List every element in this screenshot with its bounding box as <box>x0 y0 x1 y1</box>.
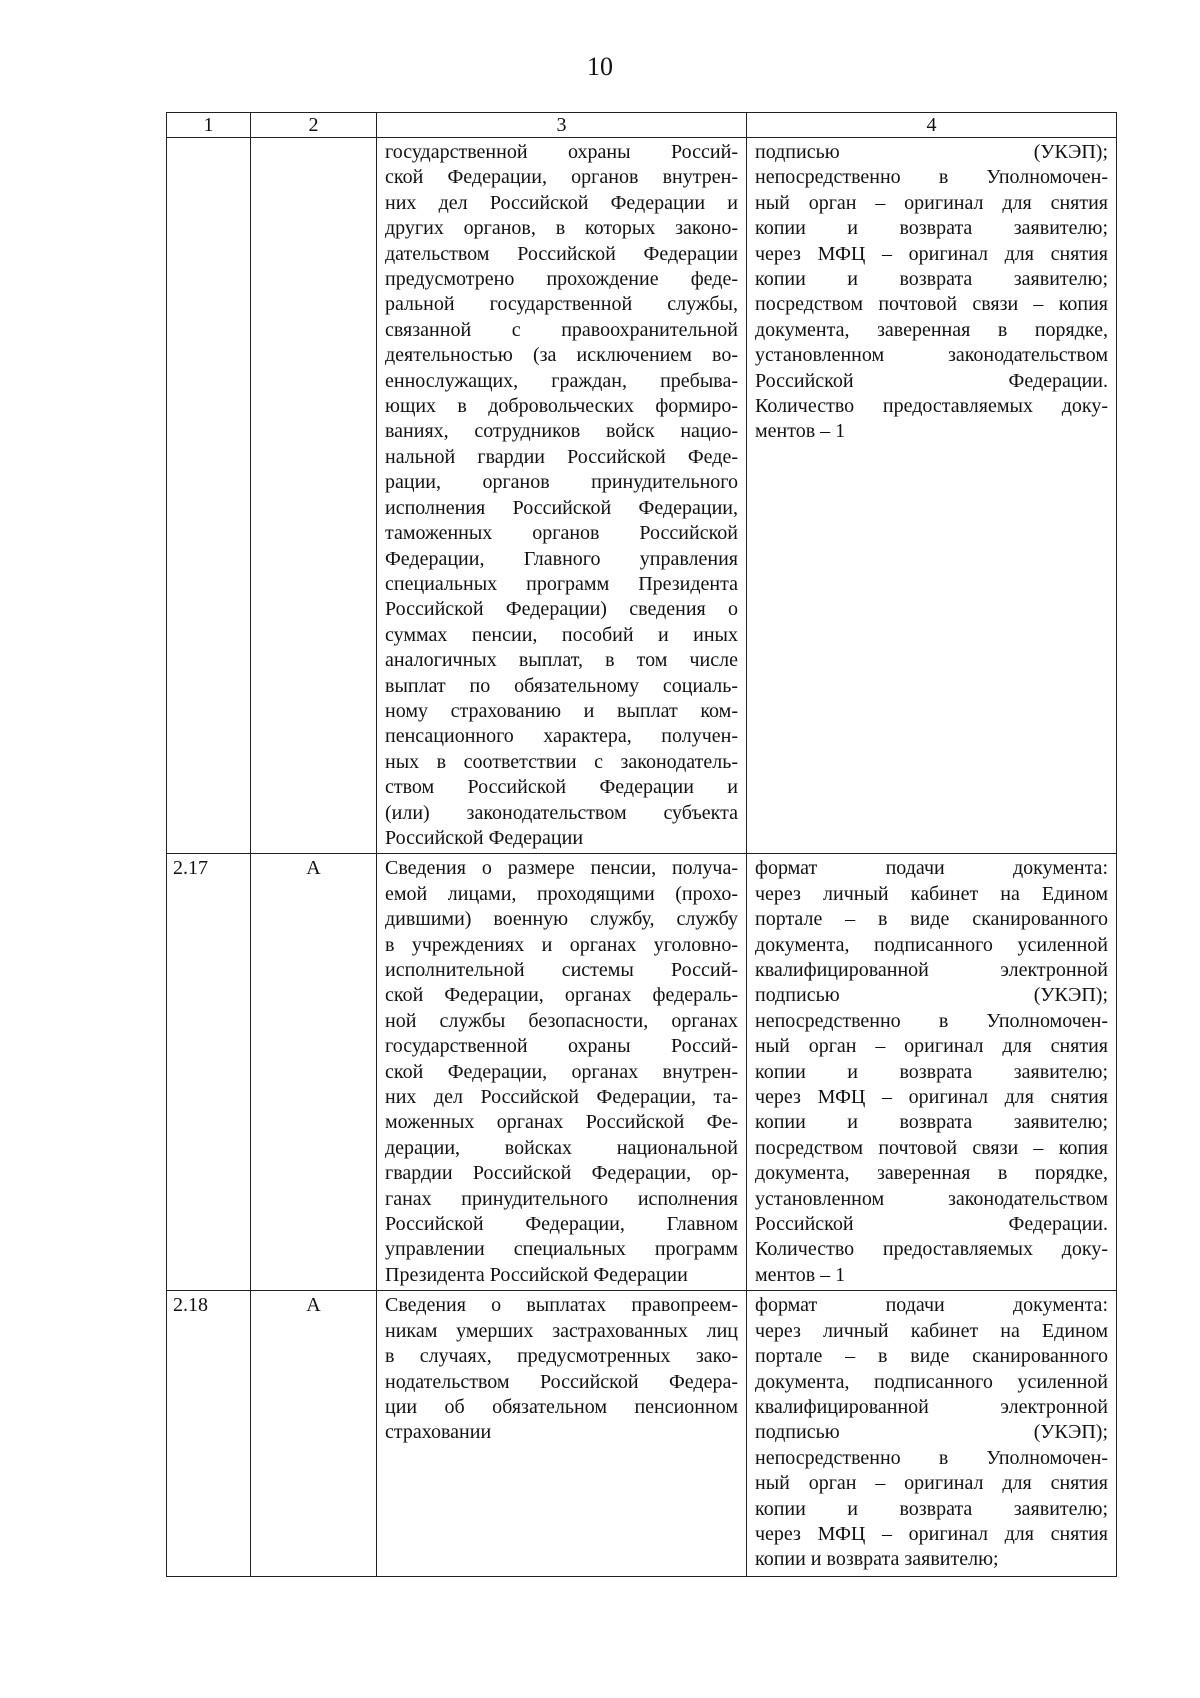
text-line: посредством почтовой связи – копия <box>755 1136 1108 1159</box>
text-line: дерации, войсках национальной <box>385 1136 738 1159</box>
text-line: копии и возврата заявителю; <box>755 1497 1108 1520</box>
text-line: предусмотрено прохождение феде- <box>385 268 738 291</box>
text-line: Количество предоставляемых доку- <box>755 395 1108 418</box>
header-cell: 4 <box>747 113 1117 138</box>
text-line: суммах пенсии, пособий и иных <box>385 623 738 646</box>
text-line: государственной охраны Россий- <box>385 1035 738 1058</box>
text-line: ный орган – оригинал для снятия <box>755 1035 1108 1058</box>
text-line: других органов, в которых законо- <box>385 217 738 240</box>
text-line: нодательством Российской Федера- <box>385 1370 738 1393</box>
text-line: подписью (УКЭП); <box>755 984 1108 1007</box>
text-line: квалифицированной электронной <box>755 1395 1108 1418</box>
row-number <box>167 138 251 854</box>
text-line: Сведения о выплатах правопреем- <box>385 1294 738 1317</box>
text-line: копии и возврата заявителю; <box>755 268 1108 291</box>
text-line: портале – в виде сканированного <box>755 908 1108 931</box>
text-line: ющих в добровольческих формиро- <box>385 395 738 418</box>
text-line: моженных органах Российской Фе- <box>385 1111 738 1134</box>
text-line: Российской Федерации. <box>755 369 1108 392</box>
submission-format <box>747 854 1117 1291</box>
text-line: Федерации, Главного управления <box>385 547 738 570</box>
text-line: ской Федерации, органов внутрен- <box>385 166 738 189</box>
text-line: Российской Федерации, Главном <box>385 1213 738 1236</box>
text-line: связанной с правоохранительной <box>385 318 738 341</box>
text-line: копии и возврата заявителю; <box>755 1111 1108 1134</box>
text-line: копии и возврата заявителю; <box>755 217 1108 240</box>
text-line: портале – в виде сканированного <box>755 1345 1108 1368</box>
table-row <box>167 854 1117 1291</box>
text-line: квалифицированной электронной <box>755 959 1108 981</box>
text-line: еннослужащих, граждан, пребыва- <box>385 369 738 392</box>
text-line: копии и возврата заявителю; <box>755 1548 999 1571</box>
text-line: пенсационного характера, получен- <box>385 725 738 748</box>
text-line: документа, подписанного усиленной <box>755 1370 1108 1393</box>
document-description <box>377 1291 747 1577</box>
text-line: рации, органов принудительного <box>385 471 738 494</box>
text-line: ской Федерации, органах внутрен- <box>385 1060 738 1083</box>
text-line: ной службы безопасности, органах <box>385 1009 738 1032</box>
text-line: документа, заверенная в порядке, <box>755 318 1108 341</box>
text-line: ции об обязательном пенсионном <box>385 1395 738 1418</box>
text-line: нальной гвардии Российской Феде- <box>385 445 738 468</box>
text-line: страховании <box>385 1421 492 1444</box>
text-line: (или) законодательством субъекта <box>385 801 738 824</box>
text-line: Российской Федерации. <box>755 1213 1108 1236</box>
text-line: специальных программ Президента <box>385 572 738 595</box>
text-line: посредством почтовой связи – копия <box>755 293 1108 316</box>
text-line: документа, подписанного усиленной <box>755 933 1108 956</box>
text-line: дившими) военную службу, службу <box>385 908 738 931</box>
document-table <box>166 112 1117 1577</box>
text-line: копии и возврата заявителю; <box>755 1060 1108 1083</box>
text-line: подписью (УКЭП); <box>755 141 1108 163</box>
text-line: ный орган – оригинал для снятия <box>755 191 1108 214</box>
page-number: 10 <box>587 52 613 81</box>
text-line: ментов – 1 <box>755 1263 846 1286</box>
document-description <box>377 854 747 1291</box>
text-line: через личный кабинет на Едином <box>755 1319 1108 1342</box>
text-line: государственной охраны Россий- <box>385 141 738 163</box>
text-line: непосредственно в Уполномочен- <box>755 1009 1108 1032</box>
row-category <box>251 138 377 854</box>
document-description <box>377 138 747 854</box>
text-line: дательством Российской Федерации <box>385 242 738 265</box>
text-line: деятельностью (за исключением во- <box>385 344 738 367</box>
text-line: аналогичных выплат, в том числе <box>385 649 738 672</box>
row-category: А <box>251 1291 377 1577</box>
text-line: ному страхованию и выплат ком- <box>385 699 738 722</box>
text-line: формат подачи документа: <box>755 1294 1108 1317</box>
row-category: А <box>251 854 377 1291</box>
text-line: формат подачи документа: <box>755 857 1108 880</box>
header-cell: 2 <box>251 113 377 138</box>
text-line: через МФЦ – оригинал для снятия <box>755 1522 1108 1545</box>
table-header-row <box>167 113 1117 138</box>
text-line: исполнительной системы Россий- <box>385 959 738 981</box>
text-line: таможенных органов Российской <box>385 522 738 545</box>
text-line: в учреждениях и органах уголовно- <box>385 933 738 956</box>
text-line: них дел Российской Федерации, та- <box>385 1086 738 1109</box>
text-line: Президента Российской Федерации <box>385 1263 688 1286</box>
header-cell: 1 <box>167 113 251 138</box>
text-line: гвардии Российской Федерации, ор- <box>385 1162 738 1185</box>
text-line: ральной государственной службы, <box>385 293 738 316</box>
text-line: документа, заверенная в порядке, <box>755 1162 1108 1185</box>
text-line: непосредственно в Уполномочен- <box>755 166 1108 189</box>
text-line: непосредственно в Уполномочен- <box>755 1446 1108 1469</box>
text-line: управлении специальных программ <box>385 1238 738 1261</box>
row-number: 2.17 <box>167 854 251 1291</box>
text-line: ской Федерации, органах федераль- <box>385 984 738 1007</box>
submission-format <box>747 138 1117 854</box>
text-line: ных в соответствии с законодатель- <box>385 750 738 773</box>
text-line: ваниях, сотрудников войск нацио- <box>385 420 738 443</box>
text-line: установленном законодательством <box>755 344 1108 367</box>
text-line: подписью (УКЭП); <box>755 1421 1108 1444</box>
table-row <box>167 1291 1117 1577</box>
submission-format <box>747 1291 1117 1577</box>
header-cell: 3 <box>377 113 747 138</box>
text-line: выплат по обязательному социаль- <box>385 674 738 697</box>
text-line: через МФЦ – оригинал для снятия <box>755 242 1108 265</box>
text-line: через личный кабинет на Едином <box>755 882 1108 905</box>
text-line: ганах принудительного исполнения <box>385 1187 738 1210</box>
text-line: исполнения Российской Федерации, <box>385 496 738 519</box>
text-line: Российской Федерации) сведения о <box>385 598 738 621</box>
table-row <box>167 138 1117 854</box>
text-line: ментов – 1 <box>755 420 846 443</box>
text-line: ный орган – оригинал для снятия <box>755 1472 1108 1495</box>
text-line: емой лицами, проходящими (прохо- <box>385 882 738 905</box>
text-line: установленном законодательством <box>755 1187 1108 1210</box>
text-line: Количество предоставляемых доку- <box>755 1238 1108 1261</box>
row-number: 2.18 <box>167 1291 251 1577</box>
text-line: Российской Федерации <box>385 826 584 849</box>
text-line: Сведения о размере пенсии, получа- <box>385 857 738 880</box>
text-line: в случаях, предусмотренных зако- <box>385 1345 738 1368</box>
text-line: них дел Российской Федерации и <box>385 191 738 214</box>
text-line: никам умерших застрахованных лиц <box>385 1319 738 1342</box>
text-line: через МФЦ – оригинал для снятия <box>755 1086 1108 1109</box>
text-line: ством Российской Федерации и <box>385 776 738 799</box>
